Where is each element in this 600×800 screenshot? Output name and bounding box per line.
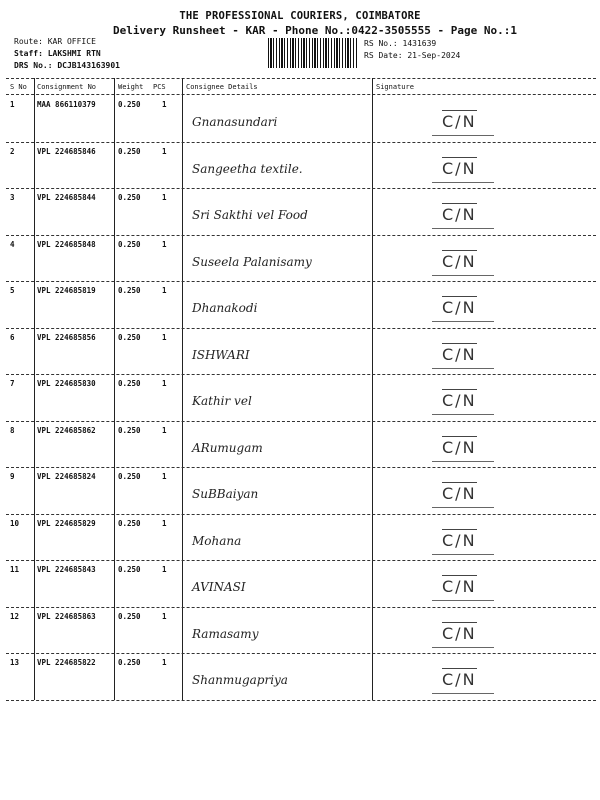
row-sno: 6 [10,332,15,342]
rs-number: RS No.: 1431639 [364,39,437,48]
row-consignee-name: ARumugam [192,440,263,455]
rs-date: RS Date: 21-Sep-2024 [364,51,461,60]
row-pcs: 1 [162,658,167,667]
row-weight: 0.250 [118,332,141,342]
row-signature: C/N [442,530,477,550]
col-header-sno: S No [10,83,27,91]
row-signature: C/N [442,623,477,643]
row-weight: 0.250 [118,425,141,435]
row-consignment-no: VPL 224685843 [37,565,96,574]
row-consignee-name: Shanmugapriya [192,673,288,687]
row-pcs: 1 [162,518,167,528]
signature-underline [432,507,494,508]
row-divider [6,700,596,701]
signature-underline [432,135,494,136]
row-divider [6,142,596,143]
col-header-consignment: Consignment No [37,83,97,91]
row-weight: 0.250 [118,379,141,388]
barcode [268,38,358,68]
row-consignee-name: Suseela Palanisamy [192,254,312,269]
row-sno: 7 [10,379,15,388]
row-sno: 4 [10,239,15,249]
row-consignment-no: VPL 224685856 [37,332,96,342]
row-signature: C/N [442,391,477,410]
runsheet-table [0,78,600,700]
row-weight: 0.250 [118,611,141,621]
row-divider [6,421,596,422]
row-signature: C/N [442,344,477,364]
signature-underline [432,368,494,369]
row-pcs: 1 [162,425,167,435]
row-divider [6,607,596,608]
row-pcs: 1 [162,472,167,481]
row-consignee-name: Gnanasundari [192,115,278,129]
row-consignee-name: Dhanakodi [192,301,258,315]
row-weight: 0.250 [118,472,141,481]
row-sno: 13 [10,658,20,667]
signature-underline [432,647,494,648]
row-sno: 12 [10,611,20,621]
signature-underline [432,275,494,276]
row-divider [6,188,596,189]
signature-underline [432,182,494,183]
signature-underline [432,321,494,322]
route-label: Route: KAR OFFICE [14,37,96,46]
row-sno: 5 [10,286,15,295]
row-divider [6,374,596,375]
row-sno: 9 [10,472,15,481]
row-consignee-name: ISHWARI [192,347,250,362]
col-header-consignee: Consignee Details [186,83,258,91]
row-pcs: 1 [162,611,167,621]
row-signature: C/N [442,484,477,503]
row-pcs: 1 [162,239,167,249]
row-pcs: 1 [162,332,167,342]
row-consignment-no: VPL 224685846 [37,146,96,156]
row-consignee-name: AVINASI [192,580,246,594]
row-consignee-name: Ramasamy [192,626,259,641]
row-divider [6,653,596,654]
row-sno: 10 [10,518,20,528]
row-signature: C/N [442,437,477,457]
company-title: THE PROFESSIONAL COURIERS, COIMBATORE [179,10,421,22]
signature-underline [432,228,494,229]
col-header-pcs: PCS [153,83,166,91]
row-weight: 0.250 [118,146,141,156]
row-consignment-no: VPL 224685829 [37,518,96,528]
row-consignee-name: Sri Sakthi vel Food [192,208,308,222]
row-consignee-name: Kathir vel [192,394,252,408]
row-weight: 0.250 [118,658,141,667]
row-consignment-no: VPL 224685862 [37,425,96,435]
signature-underline [432,414,494,415]
row-weight: 0.250 [118,518,141,528]
row-pcs: 1 [162,146,167,156]
row-pcs: 1 [162,286,167,295]
row-signature: C/N [442,670,477,689]
row-weight: 0.250 [118,193,141,202]
col-header-signature: Signature [376,83,414,91]
signature-underline [432,600,494,601]
row-sno: 1 [10,100,15,109]
row-sno: 2 [10,146,15,156]
row-signature: C/N [442,205,477,224]
row-divider [6,560,596,561]
row-consignee-name: Sangeetha textile. [192,161,303,176]
row-sno: 11 [10,565,20,574]
row-signature: C/N [442,251,477,271]
row-pcs: 1 [162,379,167,388]
row-divider [6,328,596,329]
col-header-weight: Weight [118,83,144,91]
signature-underline [432,693,494,694]
signature-underline [432,554,494,555]
row-divider [6,467,596,468]
row-signature: C/N [442,112,477,131]
row-weight: 0.250 [118,565,141,574]
row-consignment-no: VPL 224685824 [37,472,96,481]
row-divider [6,514,596,515]
row-pcs: 1 [162,193,167,202]
runsheet-subtitle: Delivery Runsheet - KAR - Phone No.:0422-3505555 - Page No.:1 [113,24,517,37]
row-pcs: 1 [162,565,167,574]
row-consignment-no: VPL 224685830 [37,379,96,388]
row-consignee-name: Mohana [192,533,242,548]
row-weight: 0.250 [118,239,141,249]
row-weight: 0.250 [118,286,141,295]
row-consignment-no: VPL 224685863 [37,611,96,621]
row-consignment-no: VPL 224685822 [37,658,96,667]
staff-label: Staff: LAKSHMI RTN [14,49,101,58]
row-consignment-no: VPL 224685844 [37,193,96,202]
row-divider [6,281,596,282]
row-signature: C/N [442,158,477,178]
row-divider [6,235,596,236]
row-sno: 3 [10,193,15,202]
row-consignment-no: VPL 224685848 [37,239,96,249]
row-consignee-name: SuBBaiyan [192,487,259,501]
table-top-rule [6,78,596,79]
row-consignment-no: MAA 866110379 [37,100,96,109]
row-sno: 8 [10,425,15,435]
row-consignment-no: VPL 224685819 [37,286,96,295]
row-pcs: 1 [162,100,167,109]
drs-number: DRS No.: DCJB143163901 [14,61,120,70]
row-weight: 0.250 [118,100,141,109]
header-rule [6,94,596,95]
row-signature: C/N [442,298,477,317]
row-signature: C/N [442,577,477,596]
signature-underline [432,461,494,462]
